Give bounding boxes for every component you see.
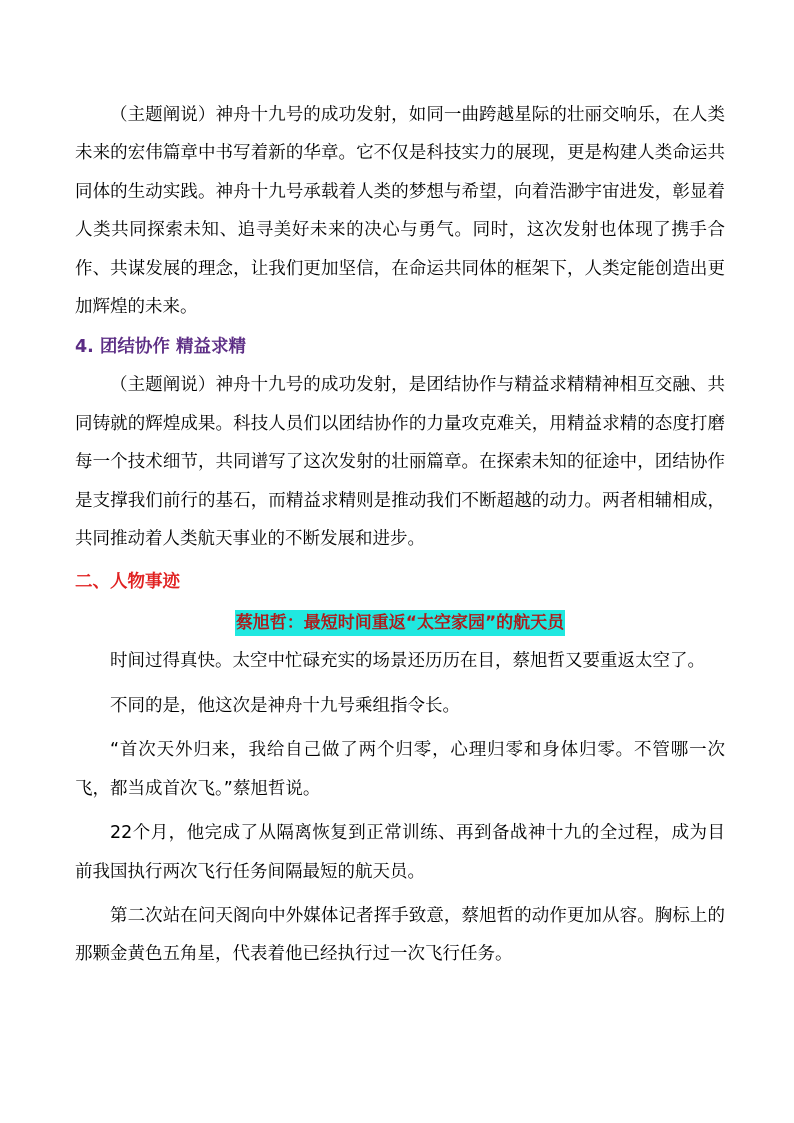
story-title-highlight: 蔡旭哲：最短时间重返“太空家园”的航天员 xyxy=(235,610,565,636)
story-paragraph: 时间过得真快。太空中忙碌充实的场景还历历在目，蔡旭哲又要重返太空了。 xyxy=(110,651,705,672)
story-body xyxy=(75,642,725,973)
theme-paragraph-teamwork: （主题阐说）神舟十九号的成功发射，是团结协作与精益求精精神相互交融、共同铸就的辉煌成果。科技人员们以团结协作的力量攻克难关，用精益求精的态度打磨每一个技术细节，共同谱写了这次发射的壮丽篇章。在探索未知的征途中，团结协作是支撑我们前行的基石，而精益求精则是推动我们不断超越的动力。两者相辅相成，共同推动着人类航天事业的不断发展和进步。 xyxy=(75,375,725,550)
document-page xyxy=(75,96,725,974)
story-paragraph: 不同的是，他这次是神舟十九号乘组指令长。 xyxy=(110,695,460,716)
theme-paragraph-community: （主题阐说）神舟十九号的成功发射，如同一曲跨越星际的壮丽交响乐，在人类未来的宏伟篇章中书写着新的华章。它不仅是科技实力的展现，更是构建人类命运共同体的生动实践。神舟十九号承载着人类的梦想与希望，向着浩渺宇宙进发，彰显着人类共同探索未知、追寻美好未来的决心与勇气。同时，这次发射也体现了携手合作、共谋发展的理念，让我们更加坚信，在命运共同体的框架下，人类定能创造出更加辉煌的未来。 xyxy=(75,105,725,318)
story-paragraph: 第二次站在问天阁向中外媒体记者挥手致意，蔡旭哲的动作更加从容。胸标上的那颗金黄色五角星，代表着他已经执行过一次飞行任务。 xyxy=(75,905,725,965)
story-paragraph: “首次天外归来，我给自己做了两个归零，心理归零和身体归零。不管哪一次飞，都当成首次飞。”蔡旭哲说。 xyxy=(75,740,725,799)
story-paragraph: 22个月，他完成了从隔离恢复到正常训练、再到备战神十九的全过程，成为目前我国执行两次飞行任务间隔最短的航天员。 xyxy=(75,823,725,882)
section-title-character-stories: 二、人物事迹 xyxy=(75,572,180,593)
heading-teamwork-excellence: 4. 团结协作 精益求精 xyxy=(75,337,247,358)
story-title-wrapper xyxy=(75,610,725,638)
